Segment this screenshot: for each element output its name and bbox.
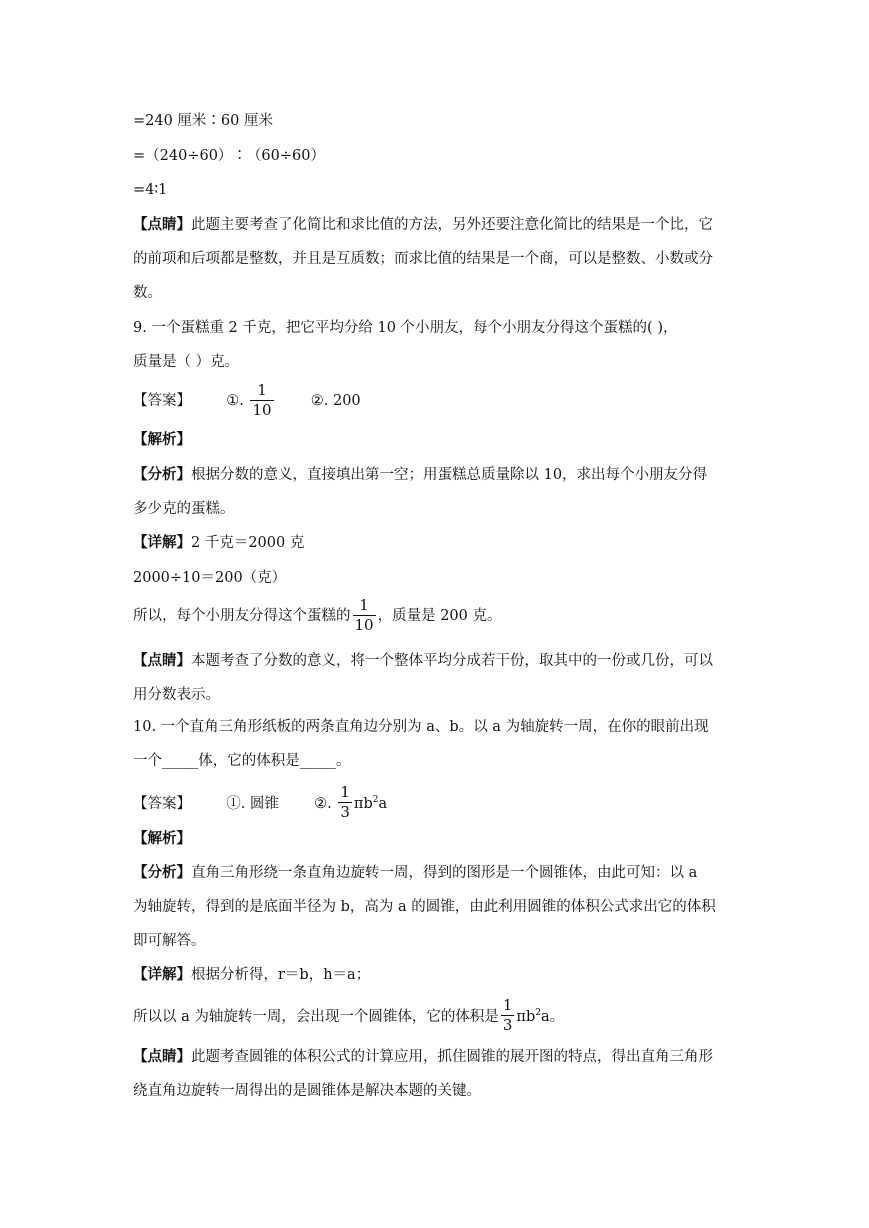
xiangjie-tag: 【详解】 xyxy=(133,534,191,551)
q10-fenxi-line-2: 为轴旋转，得到的是底面半径为 b，高为 a 的圆锥，由此利用圆锥的体积公式求出它的体积 xyxy=(133,899,716,915)
q9-fenxi-line-2: 多少克的蛋糕。 xyxy=(133,501,235,517)
fenxi-text: 根据分数的意义，直接填出第一空；用蛋糕总质量除以 10，求出每个小朋友分得 xyxy=(191,467,708,483)
fraction-one-third xyxy=(338,785,352,820)
fraction-one-third xyxy=(501,998,515,1033)
fenxi-tag: 【分析】 xyxy=(133,864,191,881)
q8-dianjing-line-3: 数。 xyxy=(133,285,162,301)
q8-dianjing-line-1 xyxy=(133,215,713,235)
q10-dianjing-line-1 xyxy=(133,1047,713,1067)
var-a: a xyxy=(378,795,388,812)
dianjing-text: 此题主要考查了化简比和求比值的方法，另外还要注意化简比的结果是一个比，它 xyxy=(191,217,713,233)
xiangjie-text: 根据分析得，r＝b，h＝a； xyxy=(191,967,371,983)
pi-b: πb xyxy=(353,795,373,812)
q10-fenxi-line-1 xyxy=(133,863,697,883)
answer-tag: 【答案】 xyxy=(133,795,191,812)
q9-dianjing-line-2: 用分数表示。 xyxy=(133,687,220,703)
fraction-denominator: 3 xyxy=(340,803,350,822)
q9-xiangjie-line-2: 2000÷10＝200（克） xyxy=(133,570,287,586)
dianjing-tag: 【点睛】 xyxy=(133,1048,191,1065)
q8-dianjing-line-2: 的前项和后项都是整数，并且是互质数；而求比值的结果是一个商，可以是整数、小数或分 xyxy=(133,251,713,267)
calc-line-3: =4∶1 xyxy=(133,182,168,198)
dianjing-text: 此题考查圆锥的体积公式的计算应用，抓住圆锥的展开图的特点，得出直角三角形 xyxy=(191,1049,713,1065)
calc-line-1: =240 厘米∶60 厘米 xyxy=(133,113,273,129)
answer-tag: 【答案】 xyxy=(133,393,191,409)
dianjing-text: 本题考查了分数的意义，将一个整体平均分成若干份，取其中的一份或几份，可以 xyxy=(191,653,713,669)
fraction-denominator: 3 xyxy=(502,1016,513,1035)
xiangjie-text: 所以，每个小朋友分得这个蛋糕的 xyxy=(133,608,351,624)
xiangjie-text: ，质量是 200 克。 xyxy=(377,608,502,624)
calc-line-2: =（240÷60）∶（60÷60） xyxy=(133,148,325,164)
answer-1-prefix: ①. xyxy=(226,393,244,409)
q10-question-line-1: 10. 一个直角三角形纸板的两条直角边分别为 a、b。以 a 为轴旋转一周，在你的眼前出现 xyxy=(133,719,709,735)
q10-jiexi-tag: 【解析】 xyxy=(133,830,191,847)
q10-xiangjie-line-1 xyxy=(133,965,370,985)
fenxi-text: 直角三角形绕一条直角边旋转一周，得到的图形是一个圆锥体，由此可知：以 a xyxy=(191,865,698,881)
answer-1: ①. 圆锥 xyxy=(226,795,279,812)
q10-question-line-2: 一个_____体，它的体积是_____。 xyxy=(133,753,351,769)
pi-b: πb xyxy=(516,1008,536,1025)
answer-2-prefix: ②. xyxy=(314,795,332,812)
xiangjie-text: a。 xyxy=(540,1008,565,1025)
q10-dianjing-line-2: 绕直角边旋转一周得出的是圆锥体是解决本题的关键。 xyxy=(133,1083,481,1099)
fraction-denominator: 10 xyxy=(354,615,374,634)
q9-jiexi-tag: 【解析】 xyxy=(133,431,191,448)
q9-xiangjie-line-1 xyxy=(133,533,304,553)
fraction-denominator: 10 xyxy=(252,400,272,419)
xiangjie-text: 2 千克＝2000 克 xyxy=(191,535,305,551)
xiangjie-text: 所以以 a 为轴旋转一周，会出现一个圆锥体，它的体积是 xyxy=(133,1008,499,1025)
superscript: 2 xyxy=(372,795,379,805)
q9-question-line-1: 9. 一个蛋糕重 2 千克，把它平均分给 10 个小朋友，每个小朋友分得这个蛋糕的( )， xyxy=(133,320,678,336)
fraction-numerator: 1 xyxy=(340,783,350,802)
fraction-numerator: 1 xyxy=(359,595,369,614)
superscript: 2 xyxy=(535,1008,541,1018)
fraction-numerator: 1 xyxy=(257,380,267,399)
q10-fenxi-line-3: 即可解答。 xyxy=(133,933,206,949)
q9-dianjing-line-1 xyxy=(133,651,713,671)
q10-xiangjie-line-2 xyxy=(133,995,564,1035)
q9-question-line-2: 质量是（ ）克。 xyxy=(133,354,240,370)
q10-answer xyxy=(133,782,387,822)
dianjing-tag: 【点睛】 xyxy=(133,652,191,669)
fraction-one-tenth xyxy=(353,595,376,634)
fraction-one-tenth xyxy=(250,380,273,419)
fraction-numerator: 1 xyxy=(502,996,513,1015)
answer-2: ②. 200 xyxy=(310,393,361,409)
q9-answer xyxy=(133,380,361,419)
fenxi-tag: 【分析】 xyxy=(133,466,191,483)
q9-xiangjie-line-3 xyxy=(133,595,502,634)
q9-fenxi-line-1 xyxy=(133,465,707,485)
dianjing-tag: 【点睛】 xyxy=(133,216,191,233)
xiangjie-tag: 【详解】 xyxy=(133,966,191,983)
